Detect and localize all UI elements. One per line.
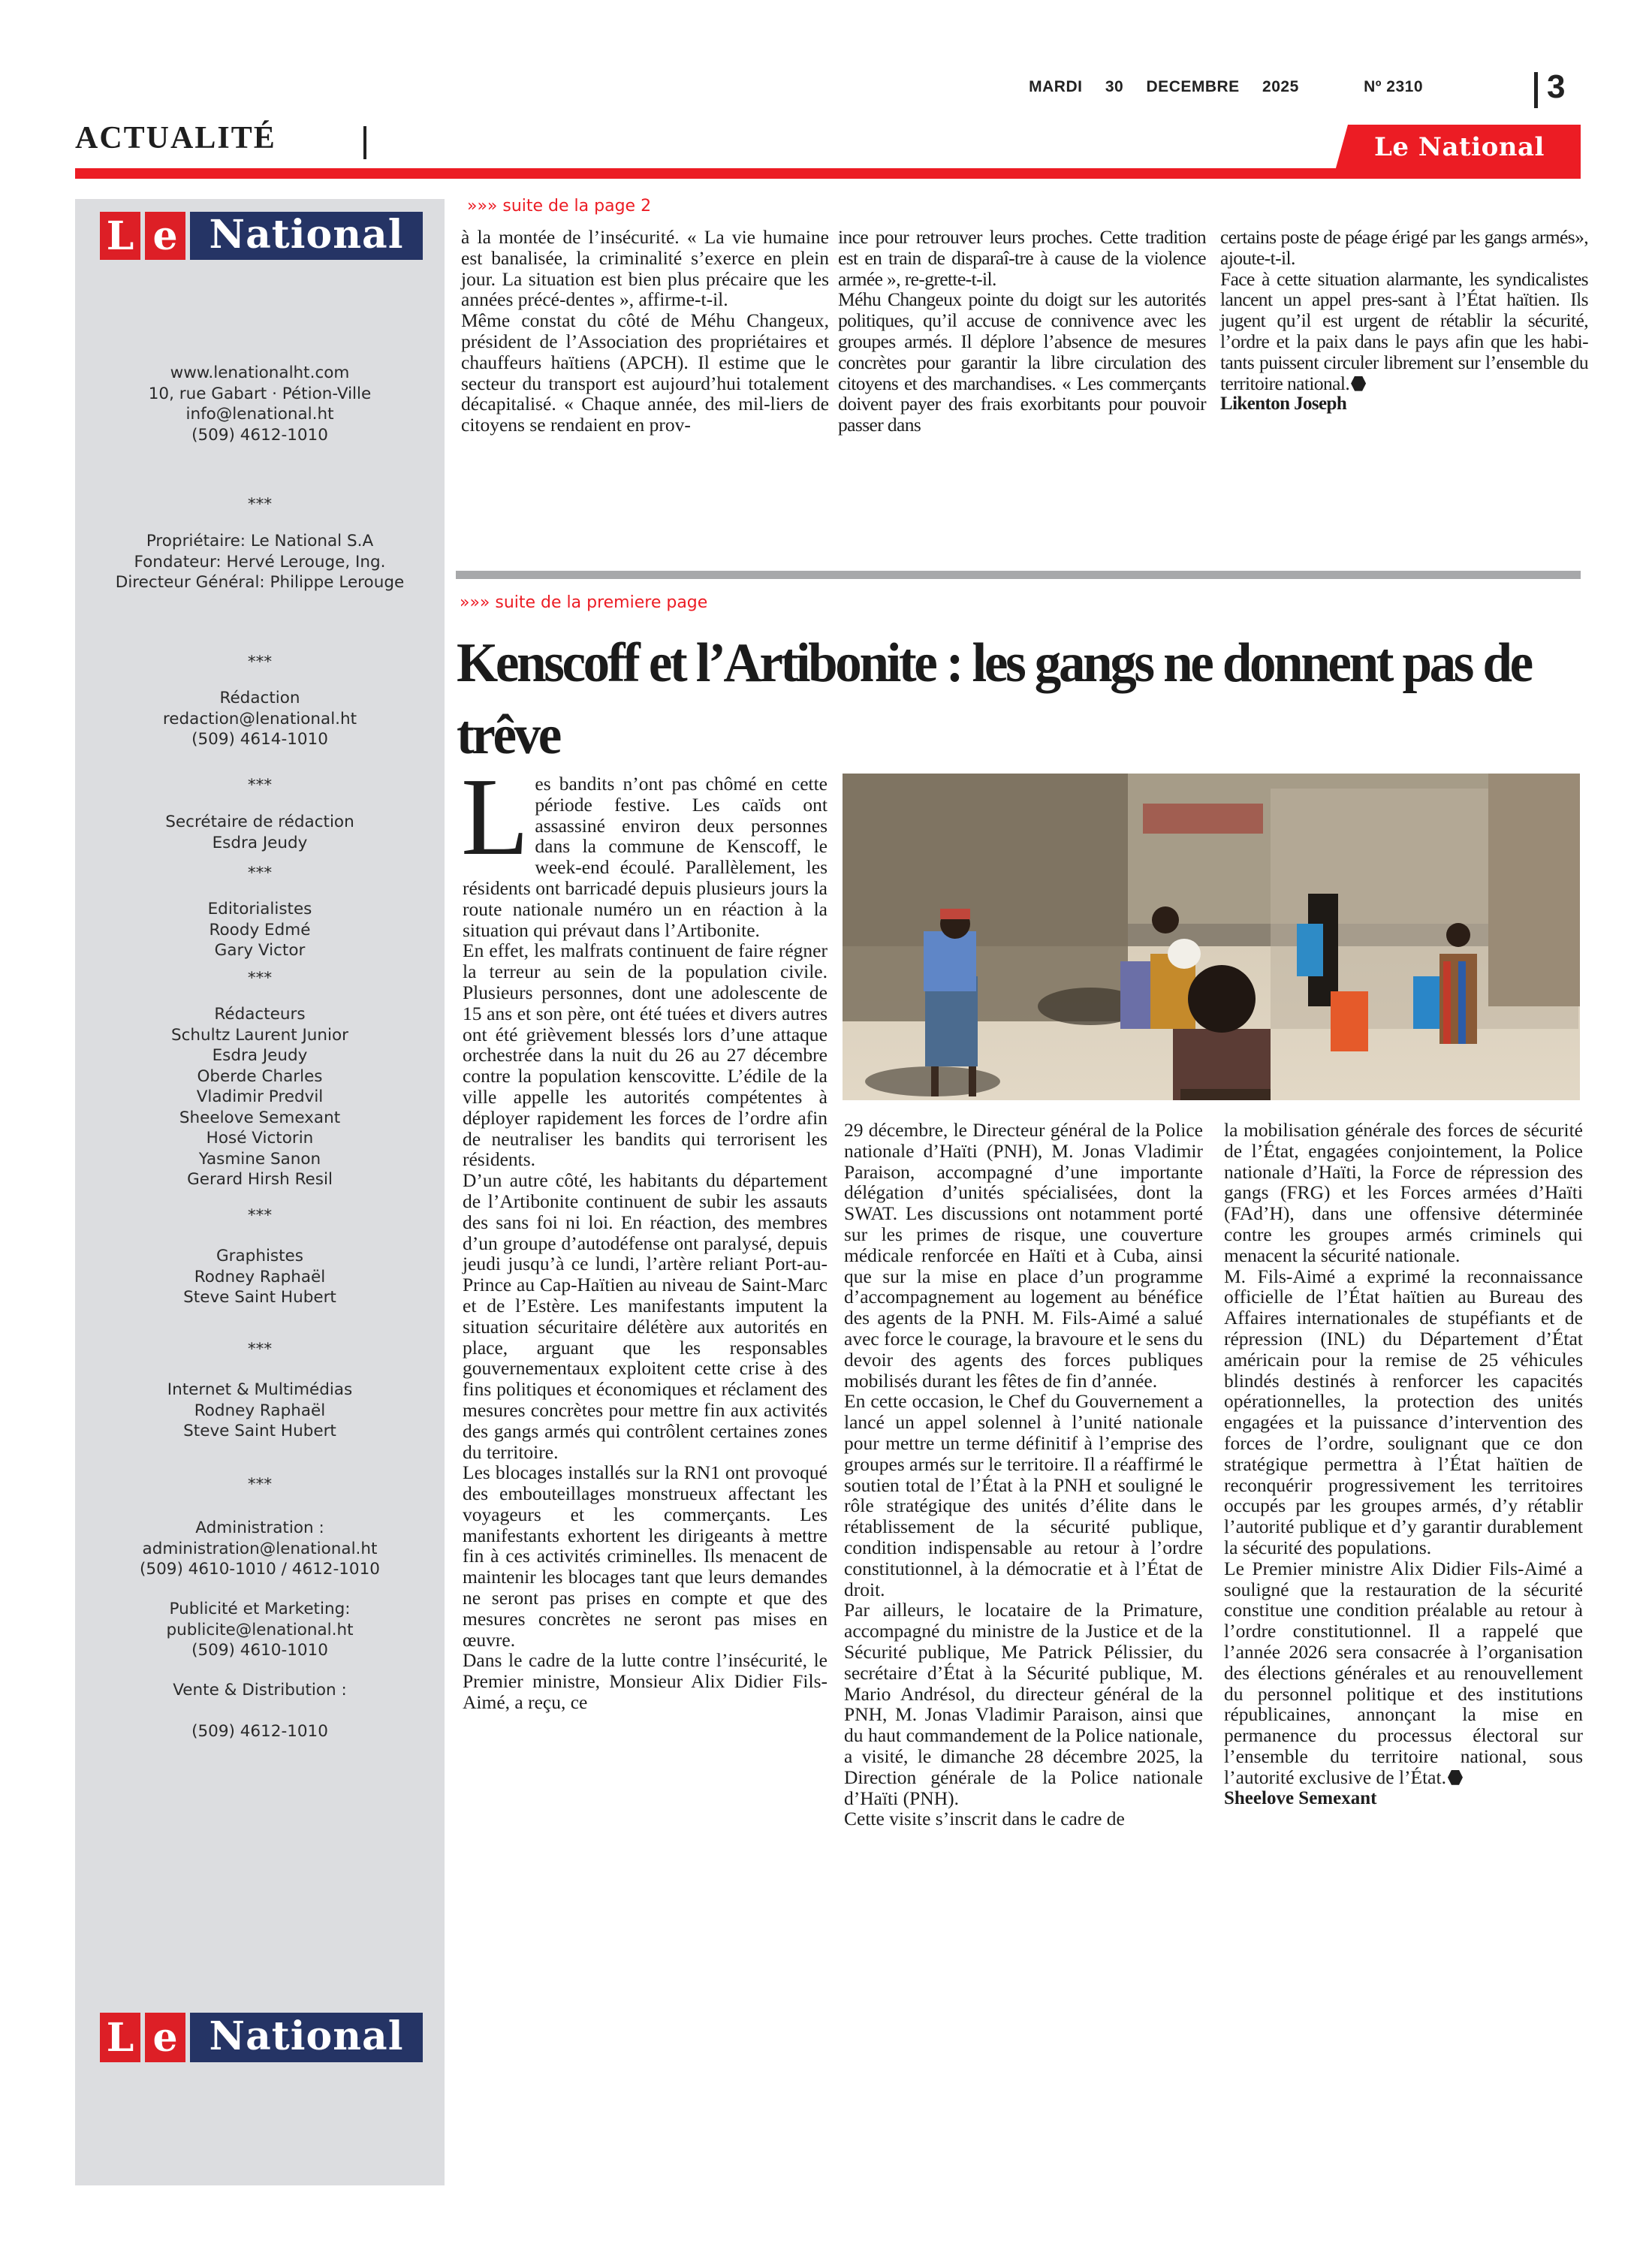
internet-block: [75, 1380, 445, 1442]
article2-column-2: [844, 1120, 1203, 1829]
article-separator-rule: [456, 571, 1581, 579]
editorialistes-label: Editorialistes: [207, 900, 312, 918]
separator: ***: [247, 653, 273, 671]
redacteur-name: Hosé Victorin: [206, 1129, 314, 1148]
paragraph: En cette occasion, le Chef du Gouvernement a lancé un appel solennel à l’unité nationale pour mettre un terme définitif à l’emprise des groupes armés sur le territoire. Il a réaffirmé le soutien total de l’État à la PNH et souligné le rôle stratégique des unités d’élite dans le rétablissement de la sécurité publique, condition indispensable au retour à l’ordre constitutionnel, à la démocratie et à l’État de droit.: [844, 1390, 1203, 1600]
internet-name: Steve Saint Hubert: [183, 1422, 336, 1440]
ownership-block: [75, 531, 445, 593]
redaction-phone: (509) 4614-1010: [191, 730, 328, 749]
paragraph-text: Le Premier ministre Alix Didier Fils-Aimé a souligné que la restauration de la sécurité constitue une condition préalable au retour à l’ordre constitutionnel. Il a rappelé que l’année 2026 sera consacrée à l’organisation des élections générales et au renouvellement du personnel politique et des institutions républicaines, annonçant la mise en permanence du processus électoral sur l’ensemble du territoire national, sous l’autorité exclusive de l’État.: [1224, 1557, 1583, 1788]
section-divider: [363, 126, 366, 159]
paragraph: ince pour retrouver leurs proches. Cette tradition est en train de disparaî-tre à cause de la violence armée », re-grette-t-il.: [838, 226, 1206, 290]
issue-day: MARDI: [1029, 78, 1083, 95]
issue-number: Nº 2310: [1364, 78, 1423, 95]
internet-name: Rodney Raphaël: [194, 1401, 326, 1420]
masthead-sidebar: [75, 199, 445, 2185]
administration-label: Administration :: [195, 1519, 324, 1537]
secretaire-label: Secrétaire de rédaction: [165, 813, 354, 831]
graphistes-label: Graphistes: [216, 1247, 303, 1265]
logo-letter-e: e: [145, 2013, 185, 2062]
page-number: 3: [1547, 68, 1566, 105]
le-national-logo: [100, 212, 423, 260]
redacteur-name: Schultz Laurent Junior: [170, 1025, 349, 1045]
issue-meta: [1011, 78, 1423, 96]
separator: ***: [247, 864, 273, 882]
paragraph-text: es bandits n’ont pas chômé en cette période festive. Les caïds ont assassiné environ deux personnes dans la commune de Kenscoff, le week-end écoulé. Parallèlement, les résidents ont barricadé depuis plusieurs jours la route nationale numéro un en réaction à la situation qui prévaut dans l’Artibonite.: [463, 773, 828, 941]
internet-label: Internet & Multimédias: [167, 1380, 353, 1399]
director-general: Directeur Général: Philippe Lerouge: [115, 573, 405, 592]
paragraph: En effet, les malfrats continuent de faire régner la terreur au sein de la population civile. Plusieurs personnes, dont une adolescente de 15 ans et son père, ont été tuées et divers autres ont été grièvement blessés lors d’une attaque orchestrée dans la nuit du 26 au 27 décembre contre la population kenscovitte. L’édile de la ville appelle les autorités compétentes à déployer rapidement les forces de l’ordre afin de neutraliser les bandits qui terrorisent les résidents.: [463, 940, 828, 1171]
separator: ***: [247, 495, 273, 514]
continued-from-kicker[interactable]: »»» suite de la premiere page: [460, 593, 708, 612]
byline: Likenton Joseph: [1220, 394, 1347, 415]
issue-month: DECEMBRE: [1146, 78, 1240, 95]
editorialiste-name: Roody Edmé: [209, 920, 311, 940]
graphistes-block: [75, 1246, 445, 1308]
paragraph: Les blocages installés sur la RN1 ont provoqué des embouteillages monstrueux affectant les voyageurs et les commerçants. Les manifestants exhortent les dirigeants à mettre fin à ces activités criminelles. Ils menacent de maintenir les blocages tant que leurs demandes ne seront pas prises en compte et que des mesures concrètes ne seront pas mises en œuvre.: [463, 1461, 828, 1651]
issue-year: 2025: [1262, 78, 1299, 95]
graphiste-name: Steve Saint Hubert: [183, 1288, 336, 1307]
article1-column-3: [1220, 227, 1588, 415]
paragraph: à la montée de l’insécurité. « La vie humaine est banalisée, la criminalité s’exerce en plein jour. La situation est bien plus précaire que les années précé-dentes », affirme-t-il.: [461, 226, 829, 311]
spacer: [75, 1701, 445, 1722]
continued-from-kicker[interactable]: »»» suite de la page 2: [467, 197, 652, 216]
photo-street-scene-icon: [843, 774, 1580, 1100]
vente-label: Vente & Distribution :: [173, 1681, 347, 1700]
issue-date: 30: [1105, 78, 1124, 95]
separator: ***: [247, 1475, 273, 1494]
paragraph: D’un autre côté, les habitants du département de l’Artibonite continuent de subir les assauts des sans foi ni loi. En réaction, des membres d’un groupe d’autodéfense ont paralysé, depuis jeudi jusqu’à ce lundi, l’artère reliant Port-au-Prince au Cap-Haïtien au niveau de Saint-Marc et de l’Estère. Les manifestants imputent la situation sécuritaire délétère aux autorités en place, arguant que les responsables gouvernementaux exploitent cette crise à des fins politiques et économiques et réclament des mesures concrètes pour mettre fin aux activités des gangs armés qui contrôlent certaines zones du territoire.: [463, 1169, 828, 1463]
logo-letter-e: e: [145, 212, 185, 260]
logo-letter-l: L: [100, 2013, 140, 2062]
editorialistes-block: [75, 899, 445, 961]
separator: ***: [247, 969, 273, 988]
logo-letter-l: L: [100, 212, 140, 260]
founder: Fondateur: Hervé Lerouge, Ing.: [134, 552, 386, 572]
redacteur-name: Oberde Charles: [197, 1066, 323, 1086]
main-phone: (509) 4612-1010: [191, 425, 328, 445]
vente-block: [75, 1680, 445, 1742]
redacteur-name: Yasmine Sanon: [198, 1149, 321, 1169]
lead-paragraph: [461, 756, 828, 941]
address: 10, rue Gabart · Pétion-Ville: [148, 384, 372, 403]
info-email[interactable]: info@lenational.ht: [185, 405, 334, 424]
publicite-phone: (509) 4610-1010: [191, 1641, 328, 1660]
header-red-rule: [75, 168, 1581, 179]
redacteur-name: Sheelove Semexant: [179, 1108, 341, 1127]
administration-email[interactable]: administration@lenational.ht: [142, 1539, 378, 1558]
section-title: ACTUALITÉ: [75, 121, 276, 155]
publicite-email[interactable]: publicite@lenational.ht: [166, 1620, 354, 1639]
redacteur-name: Vladimir Predvil: [196, 1087, 324, 1106]
article-photo[interactable]: [843, 774, 1580, 1100]
editorialiste-name: Gary Victor: [214, 941, 306, 960]
header-divider: [1534, 72, 1538, 108]
paragraph: la mobilisation générale des forces de sécurité de l’État, engagées conjointement, la Police nationale d’Haïti, la Force de répression des gangs (FRG) et les Forces armées d’Haïti (FAd’H), dans une offensive déterminée contre les groupes armés criminels qui menacent la sécurité nationale.: [1224, 1119, 1583, 1266]
owner: Propriétaire: Le National S.A: [146, 532, 374, 550]
redaction-block: [75, 688, 445, 750]
end-of-article-icon: [1448, 1770, 1463, 1785]
paragraph: Même constat du côté de Méhu Changeux, président de l’Association des propriétaires et chauffeurs haïtiens (APCH). Il estime que le secteur du transport est aujourd’hui totalement décapitalisé. « Chaque année, des mil-liers de citoyens se rendaient en prov-: [461, 309, 829, 436]
paragraph: [1224, 1558, 1583, 1788]
redacteurs-label: Rédacteurs: [214, 1005, 306, 1024]
contact-block: [75, 363, 445, 445]
vente-phone: (509) 4612-1010: [191, 1722, 328, 1741]
drop-cap: L: [461, 756, 529, 879]
redacteurs-block: [75, 1004, 445, 1190]
paragraph: [1220, 269, 1588, 394]
paragraph-text: Face à cette situation alarmante, les syndicalistes lancent un appel pres-sant à l’État haïtien. Ils jugent qu’il est urgent de rétablir la sécurité, l’ordre et la paix dans le pays afin que les habi-tants puissent circuler librement sur l’ensemble du territoire national.: [1220, 267, 1588, 394]
paragraph: certains poste de péage érigé par les gangs armés», ajoute-t-il.: [1220, 226, 1588, 269]
redaction-label: Rédaction: [219, 689, 300, 707]
separator: ***: [247, 1206, 273, 1225]
administration-block: [75, 1518, 445, 1580]
paragraph: M. Fils-Aimé a exprimé la reconnaissance officielle de l’État haïtien au Bureau des Affaires internationales de stupéfiants et de répression (INL) du Département d’État américain pour la remise de 25 véhicules blindés destinés à renforcer les capacités opérationnelles, la protection des unités engagées et la puissance d’intervention des forces de l’ordre, soulignant que ce don stratégique permettra à l’État haïtien de reconquérir progressivement les territoires occupés par les groupes armés, d’y rétablir l’autorité publique et d’y garantir durablement la sécurité des populations.: [1224, 1265, 1583, 1558]
le-national-logo: [100, 2013, 423, 2062]
article2-column-1: [461, 756, 828, 1714]
paragraph: Cette visite s’inscrit dans le cadre de: [844, 1808, 1125, 1830]
redacteur-name: Gerard Hirsh Resil: [187, 1170, 333, 1189]
redacteur-name: Esdra Jeudy: [212, 1046, 308, 1065]
website-link[interactable]: www.lenationalht.com: [170, 363, 350, 382]
secretaire-name: Esdra Jeudy: [212, 833, 308, 852]
logo-word-national: National: [190, 2013, 423, 2062]
paragraph: Dans le cadre de la lutte contre l’insécurité, le Premier ministre, Monsieur Alix Didier Fils-Aimé, a reçu, ce: [463, 1649, 828, 1714]
administration-phone: (509) 4610-1010 / 4612-1010: [140, 1560, 380, 1579]
brand-tab-label: Le National: [1374, 132, 1545, 162]
end-of-article-icon: [1351, 376, 1366, 391]
paragraph: Par ailleurs, le locataire de la Primature, accompagné du ministre de la Justice et de la Sécurité publique, Me Patrick Pélissier, du secrétaire d’État à la Sécurité publique, M. Mario Andrésol, du directeur général de la PNH, M. Jonas Vladimir Paraison, ainsi que du haut commandement de la Police nationale, a visité, le dimanche 28 décembre 2025, la Direction générale de la Police nationale d’Haïti (PNH).: [844, 1599, 1203, 1809]
byline: Sheelove Semexant: [1224, 1787, 1377, 1808]
graphiste-name: Rodney Raphaël: [194, 1267, 326, 1286]
publicite-block: [75, 1599, 445, 1661]
separator: ***: [247, 776, 273, 795]
article2-column-3: [1224, 1120, 1583, 1808]
secretaire-block: [75, 812, 445, 853]
article1-column-1: [461, 227, 829, 436]
publicite-label: Publicité et Marketing:: [169, 1600, 351, 1618]
paragraph: 29 décembre, le Directeur général de la Police nationale d’Haïti (PNH), M. Jonas Vladimir Paraison, accompagné d’une importante délégation d’unités spécialisées, dont la SWAT. Les discussions ont notamment porté sur les primes de risque, une couverture médicale renforcée en Haïti et à Cuba, ainsi que sur la mise en place d’un programme d’accompagnement au logement au bénéfice des agents de la PNH. M. Fils-Aimé a salué avec force le courage, la bravoure et le sens du devoir des agents des forces publiques mobilisés durant les fêtes de fin d’année.: [844, 1119, 1203, 1392]
article-headline: Kenscoff et l’Artibonite : les gangs ne donnent pas de trêve: [457, 632, 1531, 766]
redaction-email[interactable]: redaction@lenational.ht: [162, 709, 357, 728]
article1-column-2: [838, 227, 1206, 436]
separator: ***: [247, 1340, 273, 1359]
logo-word-national: National: [190, 212, 423, 260]
paragraph: Méhu Changeux pointe du doigt sur les autorités politiques, qu’il accuse de connivence avec les groupes armés. Il déplore l’absence de mesures concrètes pour garantir la libre circulation des citoyens et des marchandises. « Les commerçants doivent payer des frais exorbitants pour pouvoir passer dans: [838, 288, 1206, 436]
